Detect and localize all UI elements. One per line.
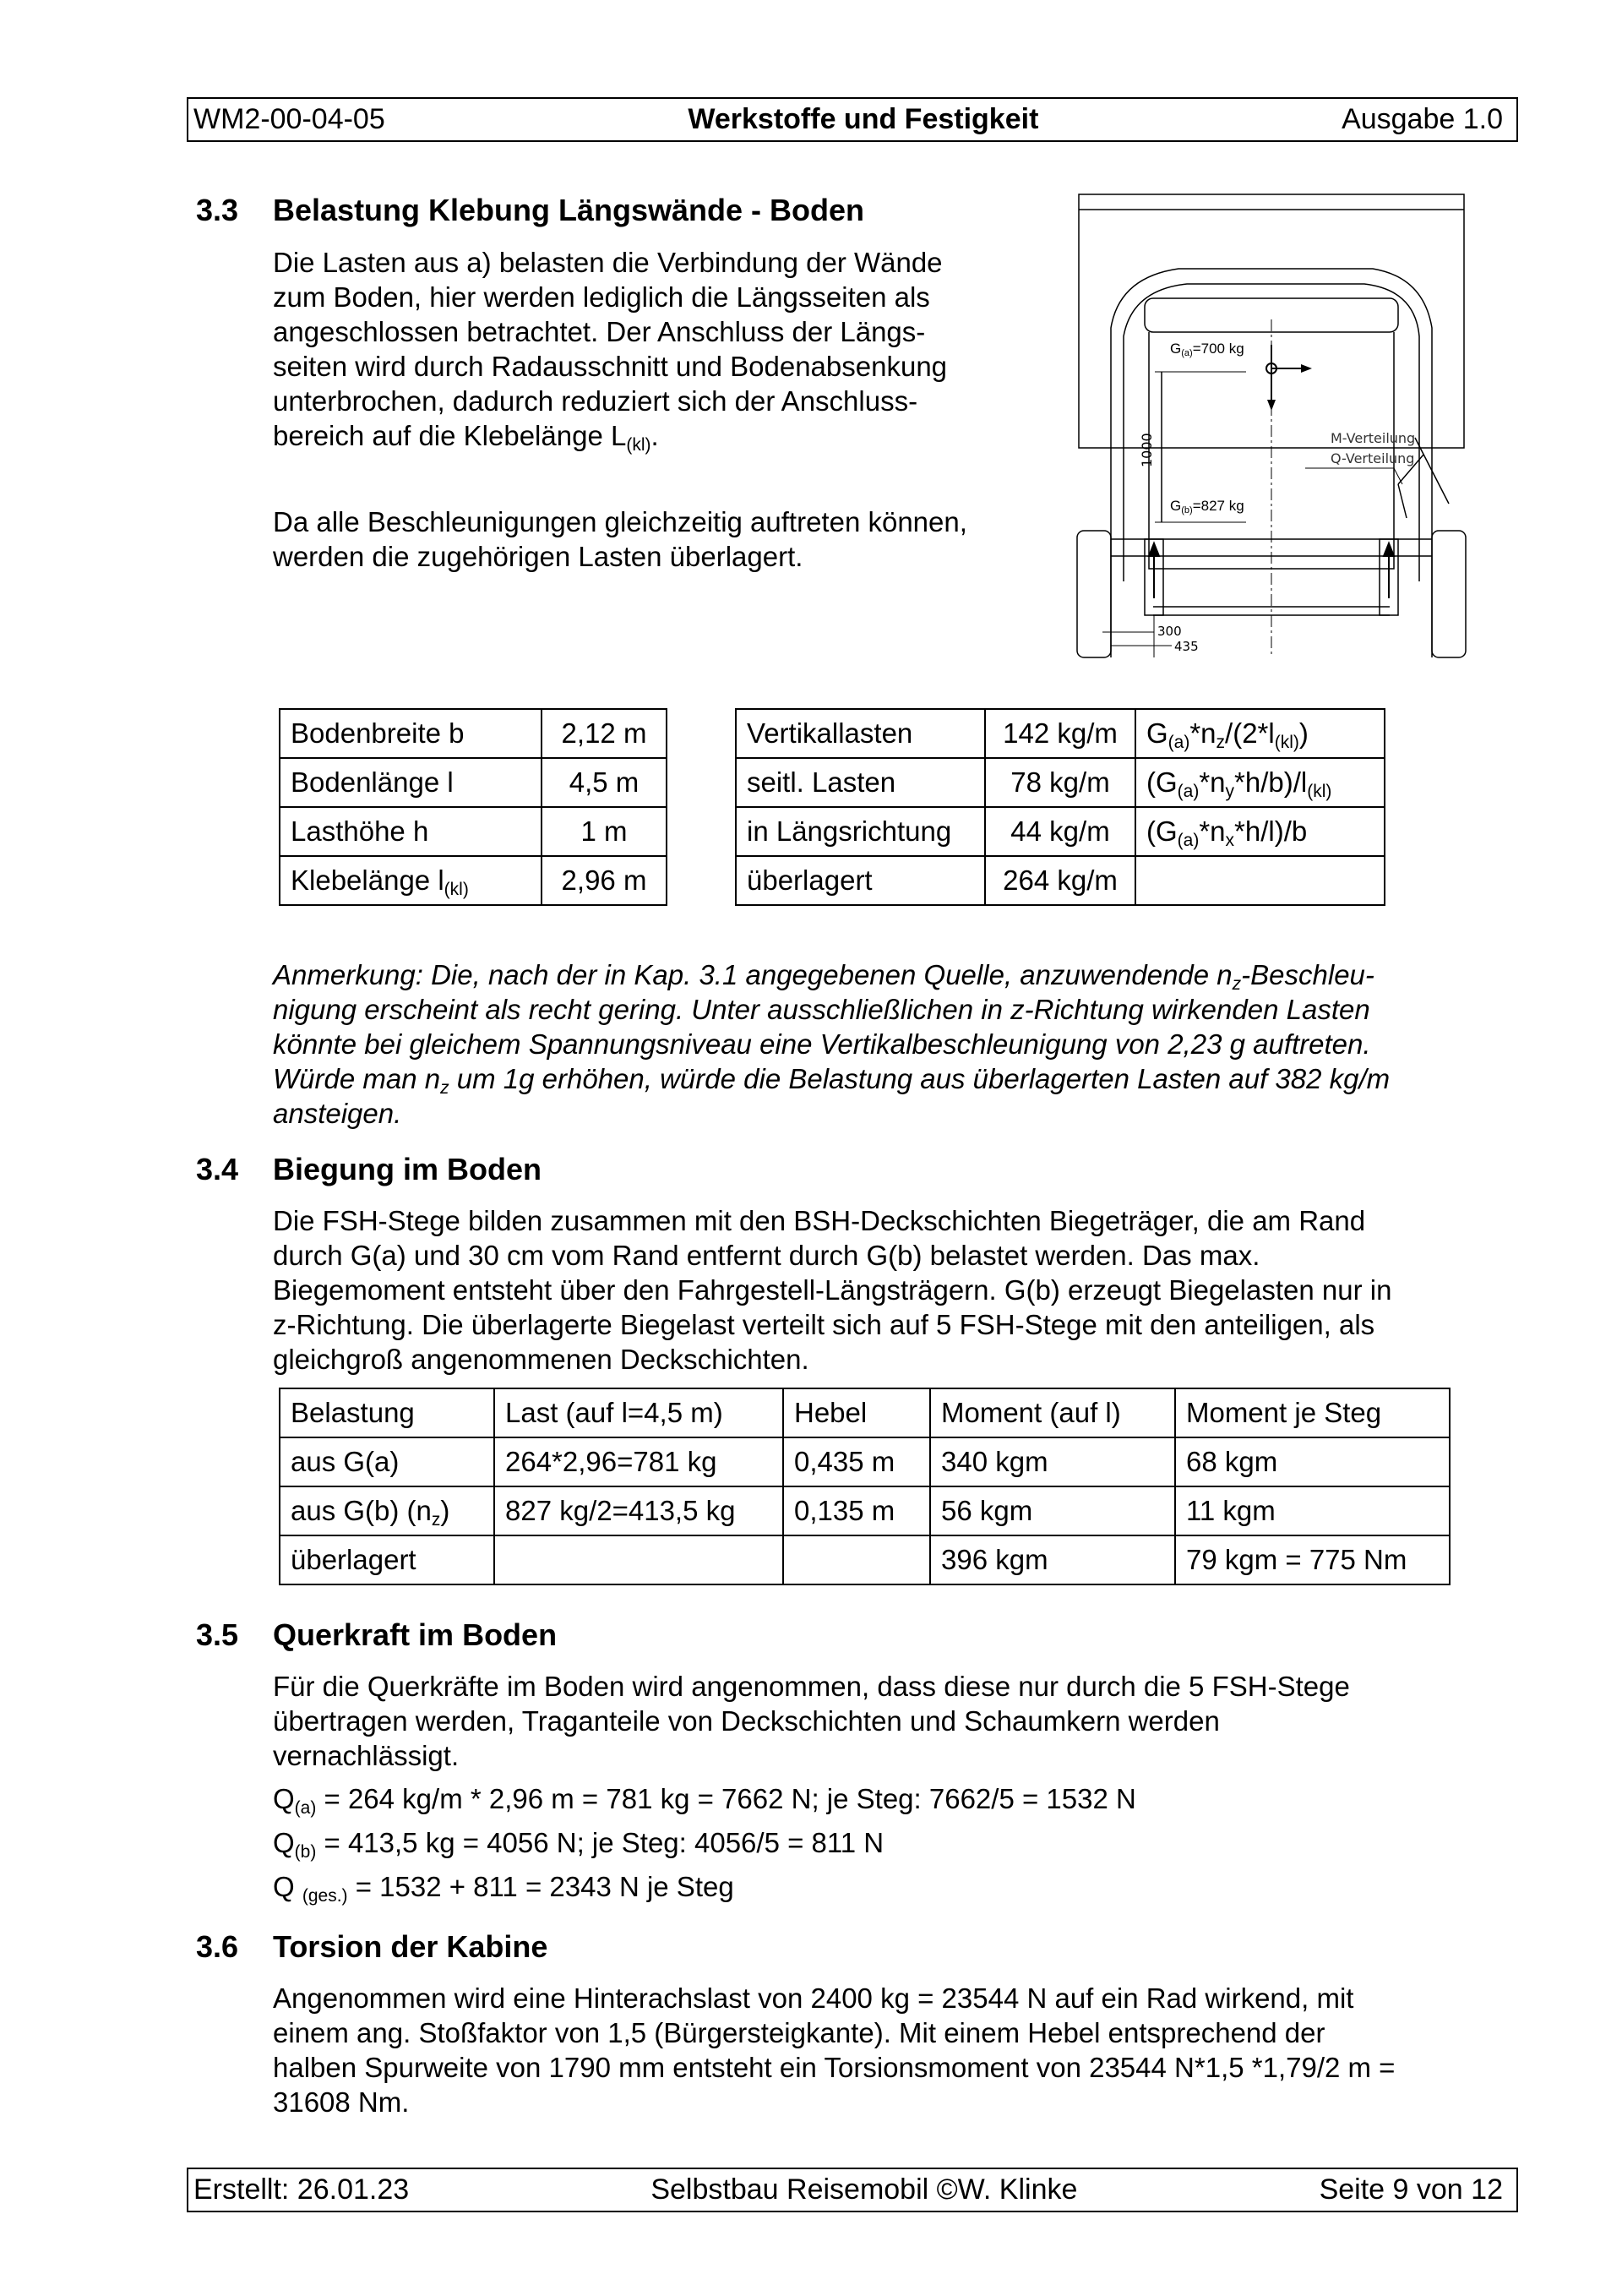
table-cell: 0,435 m [783, 1437, 930, 1486]
table-cell: 2,96 m [542, 856, 667, 905]
table-row [736, 758, 1385, 807]
text-line: Biegemoment entsteht über den Fahrgestell-Längsträgern. G(b) erzeugt Biegelasten nur in [273, 1274, 1392, 1306]
table-cell: 79 kgm = 775 Nm [1175, 1535, 1450, 1584]
table-cell: 4,5 m [542, 758, 667, 807]
formula-q-a: $Q_{(a)} = 264$ kg/m * 2,96 m = 781 kg = 7662 N; je Steg: 7662/5 = 1532 N [273, 1783, 1136, 1818]
formula-q-b: $Q_{(b)} = 413,5$ kg = 4056 N; je Steg: 4056/5 = 811 N [273, 1827, 884, 1862]
doc-id: WM2-00-04-05 [193, 103, 385, 135]
page-number: Seite 9 von 12 [1319, 2173, 1503, 2206]
section-paragraph [273, 504, 967, 574]
text-line: seiten wird durch Radausschnitt und Bodenabsenkung [273, 351, 948, 382]
text-line: halben Spurweite von 1790 mm entsteht ein Torsionsmoment von 23544 N*1,5 *1,79/2 m = [273, 2052, 1396, 2083]
table-row [736, 856, 1385, 905]
table-cell: 68 kgm [1175, 1437, 1450, 1486]
table-cell [494, 1535, 783, 1584]
text-line: bereich auf die Klebelänge $L_{(kl)}$. [273, 420, 659, 455]
table-cell: Klebelänge $l_{(kl)}$ [280, 856, 542, 905]
table-cell: Lasthöhe h [280, 807, 542, 856]
vehicle-rear-drawing [1052, 184, 1491, 674]
table-header-cell: Moment je Steg [1175, 1388, 1450, 1437]
text-line: angeschlossen betrachtet. Der Anschluss der Längs- [273, 316, 926, 347]
table-cell: überlagert [736, 856, 985, 905]
formula-cell: $(G_{(a)}*n_x*h/l)/b$ [1135, 807, 1385, 856]
text-line: gleichgroß angenommenen Deckschichten. [273, 1344, 809, 1375]
section-number: 3.6 [196, 1929, 239, 1964]
q-verteilung-label: Q-Verteilung [1331, 450, 1415, 466]
table-cell [783, 1535, 930, 1584]
section-title: Querkraft im Boden [273, 1617, 558, 1652]
section-title: Biegung im Boden [273, 1152, 542, 1186]
table-row [736, 807, 1385, 856]
section-paragraph [273, 1669, 1350, 1773]
doc-title: Werkstoffe und Festigkeit [688, 103, 1039, 135]
table-cell: seitl. Lasten [736, 758, 985, 807]
table-cell [1135, 856, 1385, 905]
section-title: Torsion der Kabine [273, 1929, 548, 1964]
table-cell: 142 kg/m [985, 709, 1135, 758]
table-cell: Vertikallasten [736, 709, 985, 758]
text-line: Die FSH-Stege bilden zusammen mit den BSH-Deckschichten Biegeträger, die am Rand [273, 1205, 1366, 1236]
loads-table [735, 708, 1385, 906]
section-number: 3.4 [196, 1152, 239, 1186]
section-paragraph [273, 1203, 1391, 1377]
gb-label: G(b)=827 kg [1170, 498, 1244, 515]
table-cell: überlagert [280, 1535, 494, 1584]
table-cell: 264*2,96=781 kg [494, 1437, 783, 1486]
section-number: 3.5 [196, 1617, 239, 1652]
text-line: einem ang. Stoßfaktor von 1,5 (Bürgersteigkante). Mit einem Hebel entsprechend der [273, 2017, 1325, 2048]
dim-300-label: 300 [1157, 624, 1182, 639]
remark-note: Anmerkung: Die, nach der in Kap. 3.1 angegebenen Quelle, anzuwendende $n_z-Beschleu-$ nigung erscheint als recht gering. Unter ausschließlichen in z-Richtung wirkenden Lasten könnte bei gleichem Spannungsniveau eine Vertikalbeschleunigung von 2,23 g auftreten. Würde man $n_z$ um 1g erhöhen, würde die Belastung aus überlagerten Lasten auf 382 kg/m ansteigen. [273, 959, 1391, 1129]
table-cell: in Längsrichtung [736, 807, 985, 856]
table-header-row [280, 1388, 1450, 1437]
footer-center: Selbstbau Reisemobil ©W. Klinke [650, 2173, 1078, 2206]
section-title: Belastung Klebung Längswände - Boden [273, 193, 865, 227]
table-row [280, 1535, 1450, 1584]
created-date: Erstellt: 26.01.23 [193, 2173, 410, 2206]
doc-edition: Ausgabe 1.0 [1342, 103, 1503, 135]
m-verteilung-label: M-Verteilung [1331, 430, 1416, 446]
text-line: z-Richtung. Die überlagerte Biegelast verteilt sich auf 5 FSH-Stege mit den anteiligen, als [273, 1309, 1375, 1340]
table-cell: aus G(a) [280, 1437, 494, 1486]
table-cell: 396 kgm [930, 1535, 1175, 1584]
table-row [736, 709, 1385, 758]
section-number: 3.3 [196, 193, 239, 227]
table-row [280, 1486, 1450, 1535]
table-cell: 264 kg/m [985, 856, 1135, 905]
page-footer [187, 2168, 1518, 2212]
dim-1000-label: 1000 [1139, 433, 1155, 467]
table-cell: Bodenbreite b [280, 709, 542, 758]
table-row [280, 807, 667, 856]
text-line: werden die zugehörigen Lasten überlagert. [273, 541, 803, 572]
table-cell: 56 kgm [930, 1486, 1175, 1535]
table-cell: 11 kgm [1175, 1486, 1450, 1535]
text-line: zum Boden, hier werden lediglich die Längsseiten als [273, 281, 930, 313]
table-cell: 0,135 m [783, 1486, 930, 1535]
text-line: Die Lasten aus a) belasten die Verbindung der Wände [273, 247, 943, 278]
formula-cell: $G_{(a)}*n_z/(2*l_{(kl)})$ [1135, 709, 1385, 758]
floor-dimensions-table [279, 708, 667, 906]
text-line: Für die Querkräfte im Boden wird angenommen, dass diese nur durch die 5 FSH-Stege [273, 1671, 1350, 1702]
table-header-cell: Last (auf l=4,5 m) [494, 1388, 783, 1437]
text-line: Da alle Beschleunigungen gleichzeitig auftreten können, [273, 506, 967, 537]
table-row [280, 1437, 1450, 1486]
text-line: 31608 Nm. [273, 2086, 410, 2118]
table-cell: 78 kg/m [985, 758, 1135, 807]
text-line: vernachlässigt. [273, 1740, 460, 1771]
table-row [280, 856, 667, 905]
bending-table [279, 1388, 1451, 1585]
section-paragraph [273, 1981, 1395, 2119]
table-cell: 1 m [542, 807, 667, 856]
text-line: übertragen werden, Traganteile von Deckschichten und Schaumkern werden [273, 1705, 1220, 1737]
page-header [187, 97, 1518, 142]
table-cell: 2,12 m [542, 709, 667, 758]
table-cell: aus G(b) $(n_z)$ [280, 1486, 494, 1535]
ga-label: G(a)=700 kg [1170, 341, 1244, 358]
table-cell: 340 kgm [930, 1437, 1175, 1486]
text-line: unterbrochen, dadurch reduziert sich der Anschluss- [273, 385, 918, 417]
section-paragraph [273, 245, 947, 453]
table-cell: 44 kg/m [985, 807, 1135, 856]
text-line: durch G(a) und 30 cm vom Rand entfernt durch G(b) belastet werden. Das max. [273, 1240, 1260, 1271]
dim-435-label: 435 [1174, 639, 1199, 654]
table-header-cell: Belastung [280, 1388, 494, 1437]
table-cell: Bodenlänge l [280, 758, 542, 807]
formula-q-ges: Q $_{(ges.)}$ = 1532 + 811 = 2343 N je Steg [273, 1871, 734, 1906]
table-row [280, 709, 667, 758]
table-header-cell: Hebel [783, 1388, 930, 1437]
table-header-cell: Moment (auf l) [930, 1388, 1175, 1437]
formula-cell: $(G_{(a)}*n_y*h/b)/l_{(kl)}$ [1135, 758, 1385, 807]
table-cell: 827 kg/2=413,5 kg [494, 1486, 783, 1535]
table-row [280, 758, 667, 807]
text-line: Angenommen wird eine Hinterachslast von 2400 kg = 23544 N auf ein Rad wirkend, mit [273, 1982, 1354, 2014]
